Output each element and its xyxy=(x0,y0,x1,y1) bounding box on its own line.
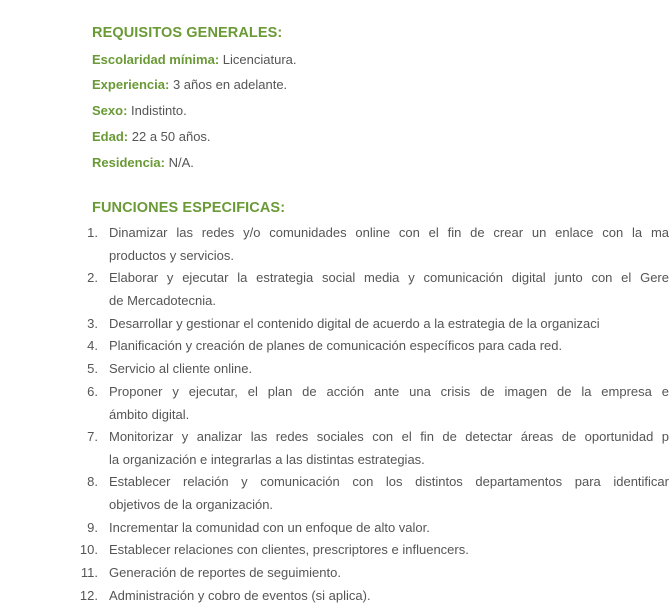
function-text: Proponer y ejecutar, el plan de acción ante una crisis de imagen de la empresa e xyxy=(109,384,669,399)
requirements-title: REQUISITOS GENERALES: xyxy=(92,25,283,41)
requirement-label: Edad: xyxy=(92,129,129,144)
function-text: Generación de reportes de seguimiento. xyxy=(109,565,341,580)
requirement-sex xyxy=(92,103,187,118)
function-text: Incrementar la comunidad con un enfoque de alto valor. xyxy=(109,520,430,535)
requirement-label: Escolaridad mínima: xyxy=(92,52,220,67)
function-text-continued: objetivos de la organización. xyxy=(109,496,274,512)
requirement-value: Indistinto. xyxy=(131,103,187,118)
function-text: Desarrollar y gestionar el contenido digital de acuerdo a la estrategia de la organizaci xyxy=(109,316,600,331)
function-number: 5. xyxy=(87,361,98,376)
requirement-value: Licenciatura. xyxy=(222,52,297,67)
function-number: 10. xyxy=(79,542,98,557)
function-text: Monitorizar y analizar las redes sociales con el fin de detectar áreas de oportunidad p xyxy=(109,429,669,444)
function-text: Administración y cobro de eventos (si aplica). xyxy=(109,588,371,603)
function-number: 4. xyxy=(87,338,98,353)
requirement-value: 22 a 50 años. xyxy=(131,129,211,144)
requirement-label: Experiencia: xyxy=(92,77,170,92)
function-number: 2. xyxy=(87,270,98,285)
function-text-continued: productos y servicios. xyxy=(109,247,234,263)
function-text-continued: ámbito digital. xyxy=(109,406,190,422)
function-number: 6. xyxy=(87,384,98,399)
function-number: 9. xyxy=(87,520,98,535)
function-number: 3. xyxy=(87,316,98,331)
function-number: 8. xyxy=(87,474,98,489)
requirement-label: Residencia: xyxy=(92,155,165,170)
function-text: Dinamizar las redes y/o comunidades online con el fin de crear un enlace con la ma xyxy=(109,225,669,240)
requirement-value: 3 años en adelante. xyxy=(172,77,288,92)
function-text: Establecer relaciones con clientes, prescriptores e influencers. xyxy=(109,542,469,557)
function-text: Establecer relación y comunicación con los distintos departamentos para identificar xyxy=(109,474,669,489)
function-text-continued: de Mercadotecnia. xyxy=(109,292,216,308)
requirement-label: Sexo: xyxy=(92,103,128,118)
requirement-education xyxy=(92,52,297,67)
function-number: 12. xyxy=(79,588,98,603)
function-number: 7. xyxy=(87,429,98,444)
functions-title: FUNCIONES ESPECIFICAS: xyxy=(92,200,286,216)
function-number: 11. xyxy=(80,565,98,580)
requirement-experience xyxy=(92,77,287,92)
requirement-residence xyxy=(92,155,194,170)
function-text: Elaborar y ejecutar la estrategia social media y comunicación digital junto con el Gere xyxy=(109,270,669,285)
function-text: Servicio al cliente online. xyxy=(109,361,253,376)
function-number: 1. xyxy=(87,225,98,240)
function-text-continued: la organización e integrarlas a las distintas estrategias. xyxy=(109,451,425,467)
requirement-value: N/A. xyxy=(168,155,194,170)
function-text: Planificación y creación de planes de comunicación específicos para cada red. xyxy=(109,338,563,353)
requirement-age xyxy=(92,129,211,144)
